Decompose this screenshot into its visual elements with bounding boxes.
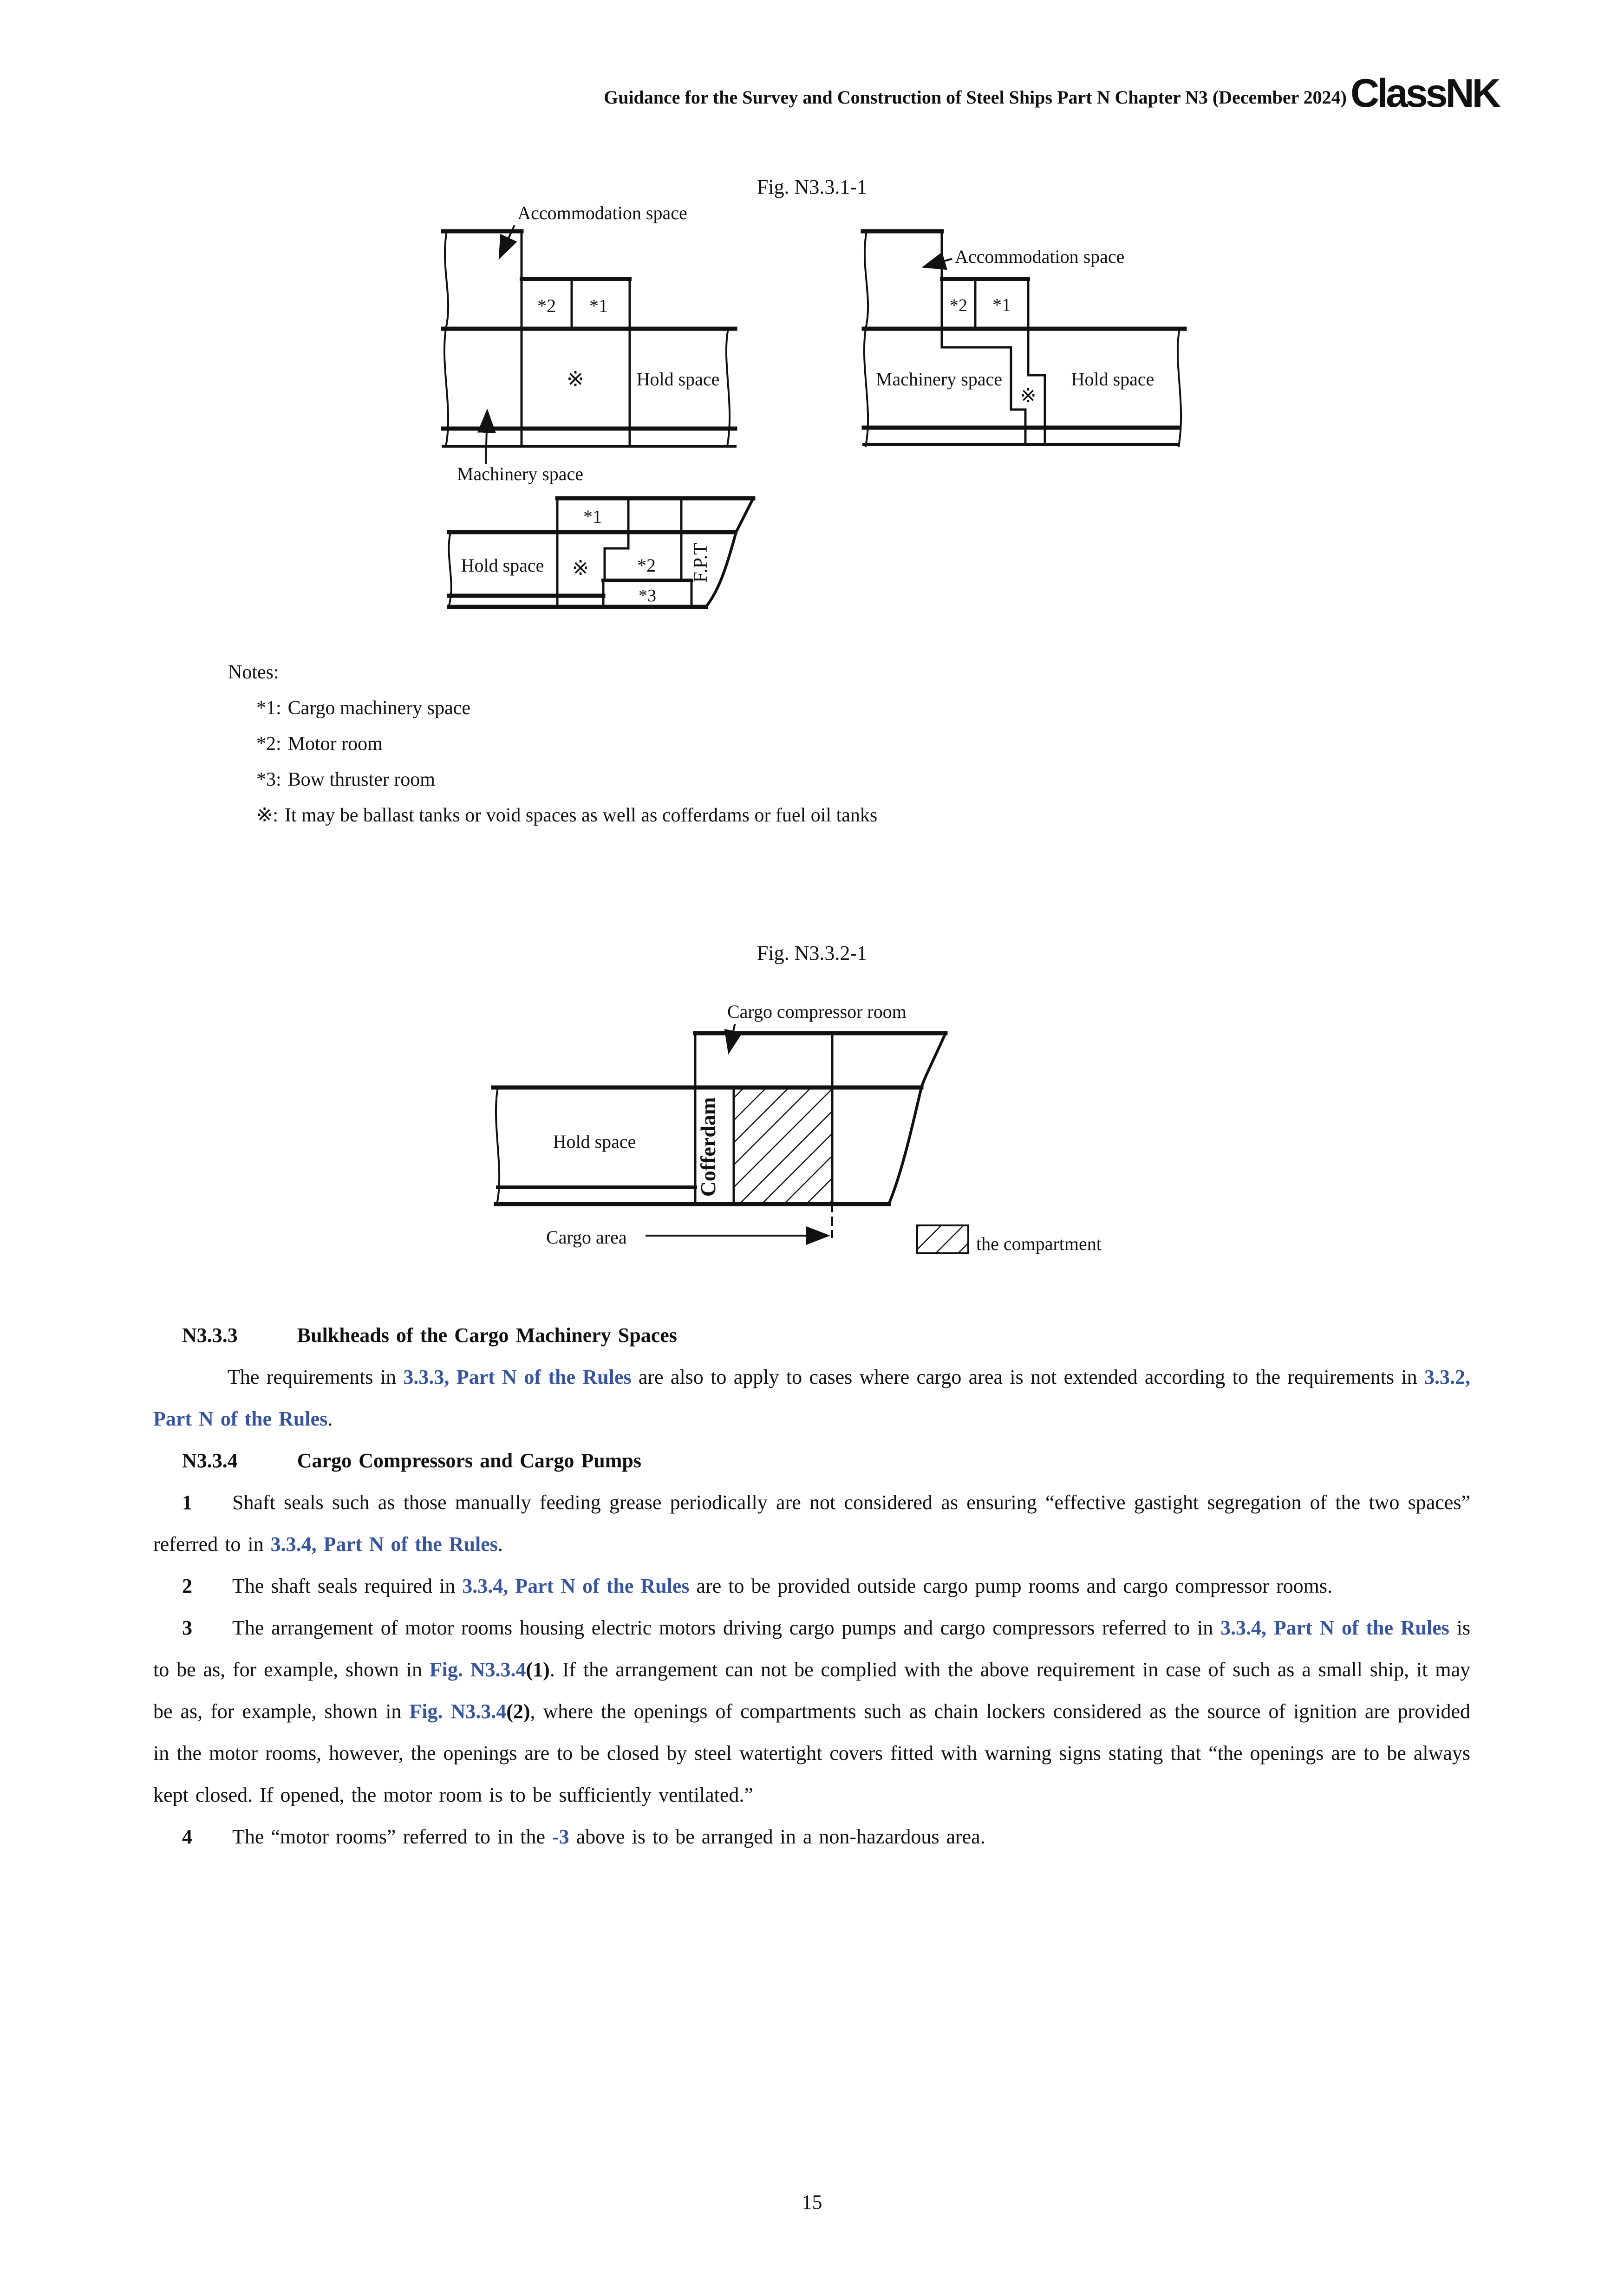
hold-space-label: Hold space	[461, 555, 544, 576]
text-segment: is to be as, for example, shown in	[153, 1616, 1470, 1681]
hold-space-label: Hold space	[636, 369, 720, 390]
note-item	[256, 690, 877, 726]
numbered-paragraph	[153, 1607, 1470, 1816]
star1-label: *1	[583, 506, 602, 527]
rule-reference-link[interactable]: 3.3.2, Part N of the Rules	[153, 1366, 1470, 1430]
paragraph-number: 1	[182, 1491, 192, 1514]
numbered-paragraph	[153, 1816, 1470, 1858]
text-segment: are to be provided outside cargo pump rooms and cargo compressor rooms.	[689, 1575, 1332, 1597]
note-text: Cargo machinery space	[287, 697, 471, 719]
compressor-room-arrow	[729, 1025, 735, 1051]
cargo-area-label: Cargo area	[546, 1227, 627, 1248]
rule-reference-link[interactable]: 3.3.4, Part N of the Rules	[1220, 1616, 1449, 1639]
accommodation-arrow	[925, 259, 951, 267]
header-title: Guidance for the Survey and Construction of Steel Ships Part N Chapter N3 (December 2024)	[604, 87, 1347, 108]
note-item	[256, 798, 877, 833]
star1-label: *1	[992, 294, 1011, 315]
text-segment: Shaft seals such as those manually feeding grease periodically are not considered as ensuring “effective gastight segregation of the two spaces” referred to in	[153, 1491, 1470, 1556]
numbered-paragraph	[153, 1565, 1470, 1607]
text-segment: The shaft seals required in	[232, 1575, 463, 1597]
star2-label: *2	[537, 295, 556, 316]
compartment-hatch-area	[734, 1088, 832, 1203]
text-segment: .	[327, 1407, 333, 1430]
notes-heading: Notes:	[228, 662, 279, 683]
text-segment: .	[497, 1533, 503, 1556]
ship-break-edge	[444, 231, 448, 446]
note-text: Motor room	[287, 733, 383, 755]
page-number: 15	[802, 2191, 822, 2214]
note-mark: *3:	[256, 769, 281, 790]
accommodation-space-label: Accommodation space	[517, 202, 687, 223]
text-segment: above is to be arranged in a non-hazardous area.	[569, 1825, 985, 1848]
rule-reference-link[interactable]: 3.3.4, Part N of the Rules	[270, 1533, 498, 1556]
text-segment: (1)	[526, 1658, 550, 1681]
text-segment: The “motor rooms” referred to in the	[232, 1825, 552, 1848]
star3-label: *3	[639, 586, 656, 606]
figure-n3-3-2-1	[483, 975, 1147, 1263]
legend-label: the compartment	[976, 1233, 1102, 1254]
hold-space-label: Hold space	[1071, 369, 1154, 390]
note-mark: ※:	[256, 805, 278, 826]
text-segment: , where the openings of compartments such as chain lockers considered as the source of ignition are provided in the motor rooms, however, the openings are to be closed by steel watertight covers fitted with warning signs stating that “the openings are to be always kept closed. If opened, the motor room is to be sufficiently ventilated.”	[153, 1700, 1470, 1806]
figure2-caption: Fig. N3.3.2-1	[757, 942, 867, 964]
figure-n3-3-1-1	[437, 200, 1198, 618]
heading-title: Bulkheads of the Cargo Machinery Spaces	[297, 1324, 677, 1347]
fore-peak-tank-label: F.P.T	[690, 543, 711, 583]
section-heading	[153, 1440, 1470, 1482]
note-mark: *2:	[256, 733, 281, 755]
cargo-compressor-room-label: Cargo compressor room	[727, 1001, 907, 1022]
machinery-arrow	[486, 412, 487, 463]
paragraph-number: 3	[182, 1616, 192, 1639]
bow-stem-line	[706, 498, 753, 607]
figure1-caption: Fig. N3.3.1-1	[757, 176, 867, 198]
text-segment: The arrangement of motor rooms housing electric motors driving cargo pumps and cargo compressors referred to in	[232, 1616, 1220, 1639]
body-paragraph	[153, 1356, 1470, 1440]
machinery-space-label: Machinery space	[875, 369, 1003, 390]
rule-reference-link[interactable]: -3	[552, 1825, 569, 1848]
legend-hatch-swatch	[917, 1225, 968, 1253]
heading-number: N3.3.4	[182, 1449, 238, 1472]
note-mark: *1:	[256, 697, 281, 719]
hull-side-line	[889, 1033, 946, 1204]
classnk-logo: ClassNK	[1350, 71, 1499, 116]
heading-title: Cargo Compressors and Cargo Pumps	[297, 1449, 641, 1472]
paragraph-number: 4	[182, 1825, 192, 1848]
star1-label: *1	[589, 295, 608, 316]
numbered-paragraph	[153, 1482, 1470, 1565]
notes	[228, 655, 877, 833]
refmark-label: ※	[1020, 385, 1037, 407]
note-item	[256, 762, 877, 798]
rule-reference-link[interactable]: Fig. N3.3.4	[429, 1658, 526, 1681]
hold-space-label: Hold space	[553, 1131, 636, 1152]
accommodation-space-label: Accommodation space	[955, 246, 1125, 267]
text-segment: . If the arrangement can not be complied with the above requirement in case of such as a small ship, it may be as, for example, shown in	[153, 1658, 1470, 1723]
rule-reference-link[interactable]: Fig. N3.3.4	[409, 1700, 507, 1723]
star2-label: *2	[637, 555, 656, 576]
refmark-label: ※	[566, 367, 585, 391]
text-segment: are also to apply to cases where cargo area is not extended according to the requirements in	[631, 1366, 1424, 1388]
cofferdam-label: Cofferdam	[696, 1097, 720, 1197]
ship-break-edge	[864, 231, 868, 446]
note-item	[256, 726, 877, 762]
cofferdam-step-line	[1028, 279, 1045, 444]
rule-reference-link[interactable]: 3.3.4, Part N of the Rules	[462, 1575, 690, 1597]
heading-number: N3.3.3	[182, 1324, 238, 1347]
paragraph-number: 2	[182, 1575, 192, 1597]
note-text: It may be ballast tanks or void spaces as well as cofferdams or fuel oil tanks	[284, 805, 878, 826]
refmark-label: ※	[572, 557, 589, 580]
body-text	[153, 1315, 1470, 1858]
text-segment: (2)	[506, 1700, 530, 1723]
section-heading	[153, 1315, 1470, 1356]
rule-reference-link[interactable]: 3.3.3, Part N of the Rules	[403, 1366, 632, 1388]
machinery-space-label: Machinery space	[457, 463, 584, 484]
note-text: Bow thruster room	[287, 769, 435, 790]
star2-label: *2	[950, 296, 967, 315]
text-segment: The requirements in	[228, 1366, 404, 1388]
